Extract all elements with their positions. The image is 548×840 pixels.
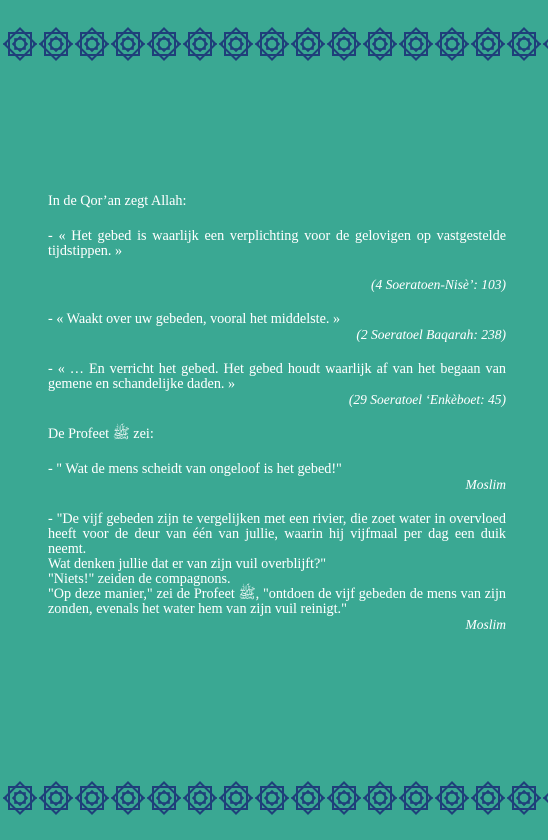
hadith-2-part-1: - "De vijf gebeden zijn te vergelijken met een rivier, die zoet water in overvloed heeft voor de deur van één van jullie, waarin hij vijfmaal per dag een duik neemt. [48, 511, 506, 557]
octagram-icon [399, 28, 433, 59]
octagram-icon [327, 28, 361, 59]
hadith-2-reference: Moslim [465, 617, 506, 632]
verse-3: - « … En verricht het gebed. Het gebed houdt waarlijk af van het begaan van gemene en schandelijke daden. » [48, 361, 506, 392]
octagram-icon [219, 28, 253, 59]
octagram-icon [111, 782, 145, 813]
octagram-icon [39, 782, 73, 813]
octagram-icon [543, 28, 548, 59]
octagram-icon [399, 782, 433, 813]
octagram-icon [219, 782, 253, 813]
octagram-icon [327, 782, 361, 813]
verse-1-reference: (4 Soeratoen-Nisè’: 103) [371, 277, 506, 292]
top-ornament-border [0, 24, 548, 64]
octagram-icon [435, 28, 469, 59]
verse-2: - « Waakt over uw gebeden, vooral het middelste. » [48, 311, 341, 327]
octagram-icon [435, 782, 469, 813]
octagram-icon [3, 782, 37, 813]
hadith-1-reference: Moslim [465, 477, 506, 492]
bottom-ornament-border [0, 778, 548, 818]
octagram-icon [255, 782, 289, 813]
octagram-icon [363, 782, 397, 813]
octagram-icon [111, 28, 145, 59]
hadith-2-part-4: "Op deze manier," zei de Profeet ﷺ, "ontdoen de vijf gebeden de mens van zijn zonden, evenals het water hem van zijn vuil reinigt." [48, 586, 506, 617]
octagram-icon [363, 28, 397, 59]
octagram-icon [75, 28, 109, 59]
hadith-2-part-3: "Niets!" zeiden de compagnons. [48, 571, 231, 587]
octagram-icon [291, 28, 325, 59]
octagram-icon [75, 782, 109, 813]
octagram-icon [507, 28, 541, 59]
octagram-icon [471, 28, 505, 59]
hadith-1: - " Wat de mens scheidt van ongeloof is het gebed!" [48, 461, 342, 477]
octagram-icon [507, 782, 541, 813]
octagram-icon [255, 28, 289, 59]
hadith-2-part-2: Wat denken jullie dat er van zijn vuil overblijft?" [48, 556, 327, 572]
page-content [48, 194, 506, 632]
prophet-intro: De Profeet ﷺ zei: [48, 426, 154, 442]
octagram-icon [543, 782, 548, 813]
verse-3-reference: (29 Soeratoel ‘Enkèboet: 45) [348, 392, 506, 407]
octagram-icon [291, 782, 325, 813]
octagram-icon [39, 28, 73, 59]
quran-intro: In de Qor’an zegt Allah: [48, 193, 187, 209]
verse-2-reference: (2 Soeratoel Baqarah: 238) [356, 327, 506, 342]
verse-1: - « Het gebed is waarlijk een verplichting voor de gelovigen op vastgestelde tijdstippen. » [48, 228, 506, 259]
octagram-icon [147, 782, 181, 813]
octagram-icon [3, 28, 37, 59]
octagram-icon [183, 28, 217, 59]
octagram-icon [471, 782, 505, 813]
octagram-icon [147, 28, 181, 59]
octagram-icon [183, 782, 217, 813]
